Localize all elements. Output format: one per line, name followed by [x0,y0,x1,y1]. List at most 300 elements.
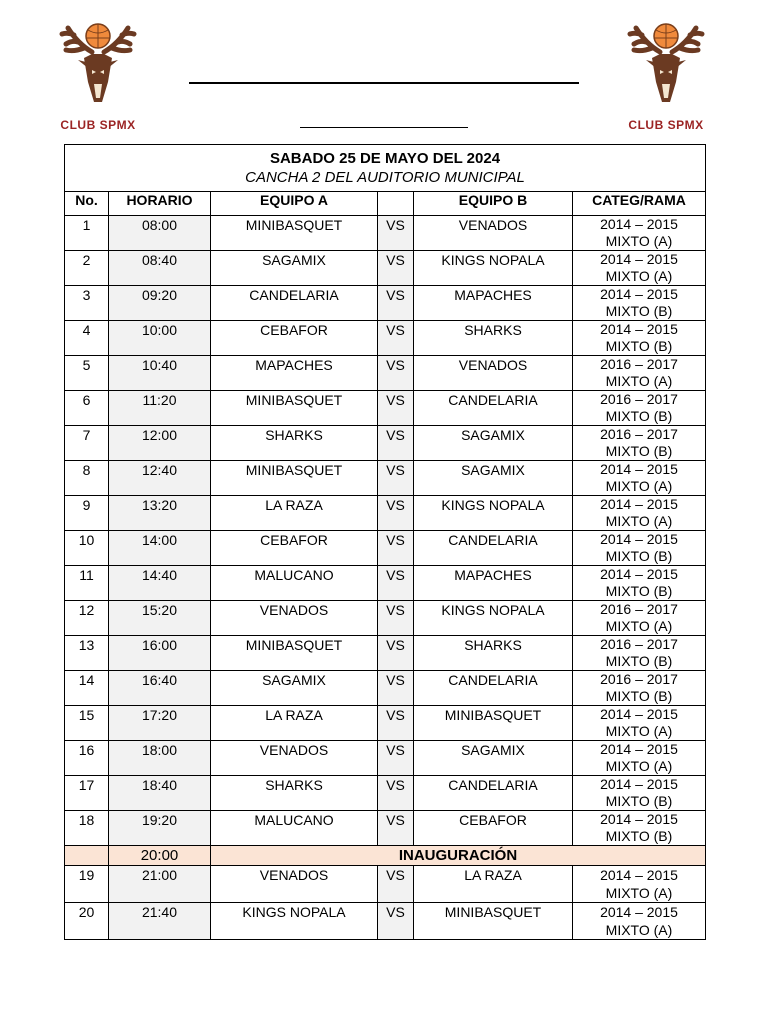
team-a-text: VENADOS [259,867,329,883]
versus-text: VS [386,532,405,548]
game-number-text: 14 [78,672,95,688]
versus [378,636,414,671]
team-b [414,741,573,776]
versus [378,866,414,903]
team-a [211,706,378,741]
versus-text: VS [386,567,405,583]
versus-text: VS [386,812,405,828]
team-b-text: MAPACHES [454,567,532,583]
team-b [414,566,573,601]
category-cell [573,903,706,940]
category-branch: MIXTO (A) [605,478,673,494]
team-b [414,811,573,846]
team-b-text: MINIBASQUET [444,707,542,723]
team-b-text: MAPACHES [454,287,532,303]
col-header-no: No. [65,192,109,216]
team-a-text: MINIBASQUET [245,217,343,233]
blank-line-long [189,82,579,84]
team-b-text: CANDELARIA [448,777,538,793]
team-a [211,601,378,636]
game-time [109,811,211,846]
game-time [109,461,211,496]
category-cell [573,286,706,321]
versus-text: VS [386,427,405,443]
table-row [65,461,706,496]
team-a-text: VENADOS [259,602,329,618]
game-number [65,741,109,776]
team-b [414,671,573,706]
game-time-text: 18:40 [141,777,178,793]
category-branch: MIXTO (A) [605,513,673,529]
game-number-text: 6 [82,392,91,408]
team-a-text: MINIBASQUET [245,392,343,408]
inauguration-row [65,846,706,866]
game-time [109,251,211,286]
col-header-category: CATEG/RAMA [573,192,706,216]
team-a-text: MINIBASQUET [245,637,343,653]
versus [378,216,414,251]
versus-text: VS [386,637,405,653]
inauguration-label: INAUGURACIÓN [211,846,706,866]
category-branch: MIXTO (B) [605,408,673,424]
deer-logo-icon [48,22,148,122]
game-number [65,566,109,601]
category-branch: MIXTO (B) [605,443,673,459]
category-cell [573,461,706,496]
game-number [65,866,109,903]
game-number-text: 1 [82,217,91,233]
team-b-text: CEBAFOR [459,812,527,828]
team-a [211,776,378,811]
team-a [211,251,378,286]
category-years: 2014 – 2015 [600,216,678,232]
category-branch: MIXTO (A) [605,233,673,249]
game-number-text: 15 [78,707,95,723]
table-row [65,286,706,321]
team-a [211,636,378,671]
team-b [414,286,573,321]
game-time-text: 12:40 [141,462,178,478]
game-time-text: 15:20 [141,602,178,618]
versus-text: VS [386,462,405,478]
category-years: 2014 – 2015 [600,566,678,582]
team-a [211,286,378,321]
game-time [109,531,211,566]
table-title-cell [65,145,706,192]
game-number [65,356,109,391]
versus-text: VS [386,904,405,920]
versus [378,391,414,426]
category-cell [573,776,706,811]
team-a [211,426,378,461]
versus-text: VS [386,672,405,688]
versus-text: VS [386,357,405,373]
category-branch: MIXTO (A) [605,373,673,389]
game-time-text: 13:20 [141,497,178,513]
team-b-text: CANDELARIA [448,672,538,688]
game-number-text: 9 [82,497,91,513]
versus-text: VS [386,867,405,883]
club-logo-left [48,22,148,140]
versus [378,251,414,286]
game-time [109,706,211,741]
versus-text: VS [386,602,405,618]
game-time [109,741,211,776]
game-time [109,903,211,940]
table-row [65,811,706,846]
team-b-text: VENADOS [458,357,528,373]
table-row [65,426,706,461]
game-time-text: 21:40 [141,904,178,920]
game-time [109,391,211,426]
game-number [65,776,109,811]
category-cell [573,811,706,846]
game-number-text: 11 [79,567,94,583]
category-cell [573,671,706,706]
col-header-team-b: EQUIPO B [414,192,573,216]
deer-logo-icon [616,22,716,122]
game-time [109,671,211,706]
team-a [211,811,378,846]
inauguration-empty-cell [65,846,109,866]
team-b-text: SAGAMIX [461,742,525,758]
team-a [211,496,378,531]
page-title: SABADO 25 DE MAYO DEL 2024 [269,150,501,167]
table-row [65,866,706,903]
logo-text-left: CLUB SPMX [60,118,136,132]
team-b [414,426,573,461]
category-branch: MIXTO (B) [605,303,673,319]
game-number [65,426,109,461]
versus-text: VS [386,287,405,303]
category-cell [573,741,706,776]
category-years: 2014 – 2015 [600,461,678,477]
category-years: 2014 – 2015 [600,321,678,337]
team-a [211,903,378,940]
team-a [211,216,378,251]
game-number [65,601,109,636]
team-b [414,461,573,496]
team-a-text: KINGS NOPALA [242,904,346,920]
games-body [65,216,706,940]
team-a [211,461,378,496]
game-time-text: 14:40 [141,567,178,583]
category-branch: MIXTO (B) [605,688,673,704]
game-number [65,216,109,251]
team-a [211,321,378,356]
category-cell [573,601,706,636]
category-years: 2016 – 2017 [600,391,678,407]
table-row [65,251,706,286]
table-row [65,903,706,940]
team-b-text: SAGAMIX [461,462,525,478]
team-b-text: MINIBASQUET [444,904,542,920]
game-number-text: 7 [82,427,91,443]
col-header-team-a: EQUIPO A [211,192,378,216]
team-b [414,531,573,566]
category-cell [573,636,706,671]
game-time [109,776,211,811]
game-number-text: 18 [78,812,95,828]
category-branch: MIXTO (B) [605,548,673,564]
versus [378,286,414,321]
team-a [211,741,378,776]
team-b-text: CANDELARIA [448,392,538,408]
versus [378,601,414,636]
team-a [211,866,378,903]
versus [378,706,414,741]
versus-text: VS [386,392,405,408]
team-a-text: LA RAZA [265,707,323,723]
team-a-text: SAGAMIX [262,672,326,688]
versus-text: VS [386,217,405,233]
column-header-row [65,192,706,216]
category-years: 2014 – 2015 [600,811,678,827]
club-logo-right [616,22,716,140]
team-a-text: MAPACHES [255,357,333,373]
game-time [109,496,211,531]
team-a-text: SHARKS [265,427,323,443]
team-b-text: CANDELARIA [448,532,538,548]
game-number-text: 3 [82,287,91,303]
category-cell [573,251,706,286]
versus [378,741,414,776]
versus [378,426,414,461]
team-b [414,321,573,356]
game-time-text: 08:00 [141,217,178,233]
team-b [414,496,573,531]
game-number-text: 10 [78,532,95,548]
table-row [65,566,706,601]
team-b [414,356,573,391]
game-number [65,461,109,496]
team-b [414,391,573,426]
team-a-text: MINIBASQUET [245,462,343,478]
team-a [211,531,378,566]
category-cell [573,706,706,741]
game-number [65,531,109,566]
versus [378,811,414,846]
game-number-text: 12 [78,602,95,618]
category-years: 2014 – 2015 [600,531,678,547]
category-cell [573,496,706,531]
category-branch: MIXTO (A) [605,618,673,634]
versus-text: VS [386,777,405,793]
table-row [65,636,706,671]
versus [378,496,414,531]
team-b [414,216,573,251]
schedule-table [64,144,706,940]
team-b-text: SHARKS [464,637,522,653]
category-cell [573,866,706,903]
category-years: 2014 – 2015 [600,251,678,267]
game-time [109,636,211,671]
category-years: 2014 – 2015 [600,904,678,920]
game-number-text: 5 [82,357,91,373]
team-a [211,566,378,601]
game-time [109,566,211,601]
category-branch: MIXTO (A) [605,268,673,284]
game-number [65,671,109,706]
game-time-text: 09:20 [141,287,178,303]
game-time-text: 18:00 [141,742,178,758]
game-time-text: 14:00 [141,532,178,548]
team-b-text: SAGAMIX [461,427,525,443]
game-number-text: 2 [82,252,91,268]
category-years: 2016 – 2017 [600,601,678,617]
game-number-text: 4 [82,322,91,338]
category-cell [573,531,706,566]
team-a [211,671,378,706]
game-time [109,866,211,903]
category-years: 2014 – 2015 [600,776,678,792]
game-number-text: 13 [78,637,95,653]
table-row [65,671,706,706]
game-time-text: 10:40 [141,357,178,373]
versus [378,321,414,356]
versus [378,566,414,601]
category-branch: MIXTO (B) [605,793,673,809]
game-time [109,286,211,321]
col-header-vs [378,192,414,216]
versus-text: VS [386,497,405,513]
game-time-text: 08:40 [141,252,178,268]
table-row [65,706,706,741]
logo-text-right: CLUB SPMX [628,118,704,132]
category-cell [573,321,706,356]
team-a-text: MALUCANO [254,567,334,583]
table-row [65,321,706,356]
game-time [109,601,211,636]
category-branch: MIXTO (B) [605,653,673,669]
category-years: 2014 – 2015 [600,867,678,883]
category-cell [573,356,706,391]
category-cell [573,566,706,601]
team-a-text: CANDELARIA [249,287,339,303]
table-row [65,531,706,566]
game-time [109,426,211,461]
game-number-text: 19 [78,867,95,883]
team-a-text: MALUCANO [254,812,334,828]
game-number [65,811,109,846]
versus-text: VS [386,707,405,723]
table-row [65,601,706,636]
game-number-text: 8 [82,462,91,478]
category-branch: MIXTO (B) [605,583,673,599]
category-years: 2014 – 2015 [600,286,678,302]
game-time-text: 16:00 [141,637,178,653]
versus [378,531,414,566]
table-row [65,216,706,251]
game-number-text: 20 [78,904,95,920]
game-time [109,321,211,356]
category-years: 2016 – 2017 [600,356,678,372]
versus [378,776,414,811]
category-years: 2016 – 2017 [600,636,678,652]
team-a-text: CEBAFOR [260,322,328,338]
team-b [414,636,573,671]
game-number [65,636,109,671]
game-number [65,391,109,426]
table-row [65,496,706,531]
team-a-text: SHARKS [265,777,323,793]
category-branch: MIXTO (A) [605,922,673,938]
game-number [65,706,109,741]
game-number [65,286,109,321]
blank-line-short [300,127,468,128]
inauguration-time: 20:00 [109,846,211,866]
page-subtitle: CANCHA 2 DEL AUDITORIO MUNICIPAL [245,169,525,186]
category-years: 2016 – 2017 [600,671,678,687]
team-a [211,356,378,391]
category-branch: MIXTO (A) [605,723,673,739]
team-b-text: KINGS NOPALA [441,602,545,618]
game-number-text: 16 [78,742,95,758]
versus [378,461,414,496]
category-branch: MIXTO (A) [605,758,673,774]
game-time-text: 21:00 [141,867,178,883]
game-number [65,903,109,940]
team-b-text: VENADOS [458,217,528,233]
table-row [65,776,706,811]
versus-text: VS [386,252,405,268]
col-header-time: HORARIO [109,192,211,216]
game-time-text: 12:00 [141,427,178,443]
team-b-text: KINGS NOPALA [441,252,545,268]
team-a-text: VENADOS [259,742,329,758]
game-time-text: 17:20 [141,707,178,723]
team-b [414,601,573,636]
table-row [65,741,706,776]
category-years: 2014 – 2015 [600,496,678,512]
versus-text: VS [386,742,405,758]
team-b-text: SHARKS [464,322,522,338]
category-cell [573,391,706,426]
category-branch: MIXTO (A) [605,885,673,901]
versus-text: VS [386,322,405,338]
category-years: 2016 – 2017 [600,426,678,442]
game-number [65,251,109,286]
team-a-text: SAGAMIX [262,252,326,268]
game-time-text: 11:20 [142,392,177,408]
game-number [65,321,109,356]
versus [378,671,414,706]
category-cell [573,216,706,251]
category-years: 2014 – 2015 [600,706,678,722]
game-time-text: 16:40 [141,672,178,688]
game-time-text: 10:00 [141,322,178,338]
team-b [414,866,573,903]
category-branch: MIXTO (B) [605,828,673,844]
versus [378,356,414,391]
team-b [414,251,573,286]
game-time [109,356,211,391]
table-row [65,391,706,426]
game-number-text: 17 [78,777,95,793]
team-b [414,903,573,940]
game-time [109,216,211,251]
category-branch: MIXTO (B) [605,338,673,354]
team-b [414,706,573,741]
game-number [65,496,109,531]
team-b [414,776,573,811]
team-a-text: LA RAZA [265,497,323,513]
team-b-text: LA RAZA [464,867,522,883]
category-years: 2014 – 2015 [600,741,678,757]
versus [378,903,414,940]
table-row [65,356,706,391]
team-a-text: CEBAFOR [260,532,328,548]
